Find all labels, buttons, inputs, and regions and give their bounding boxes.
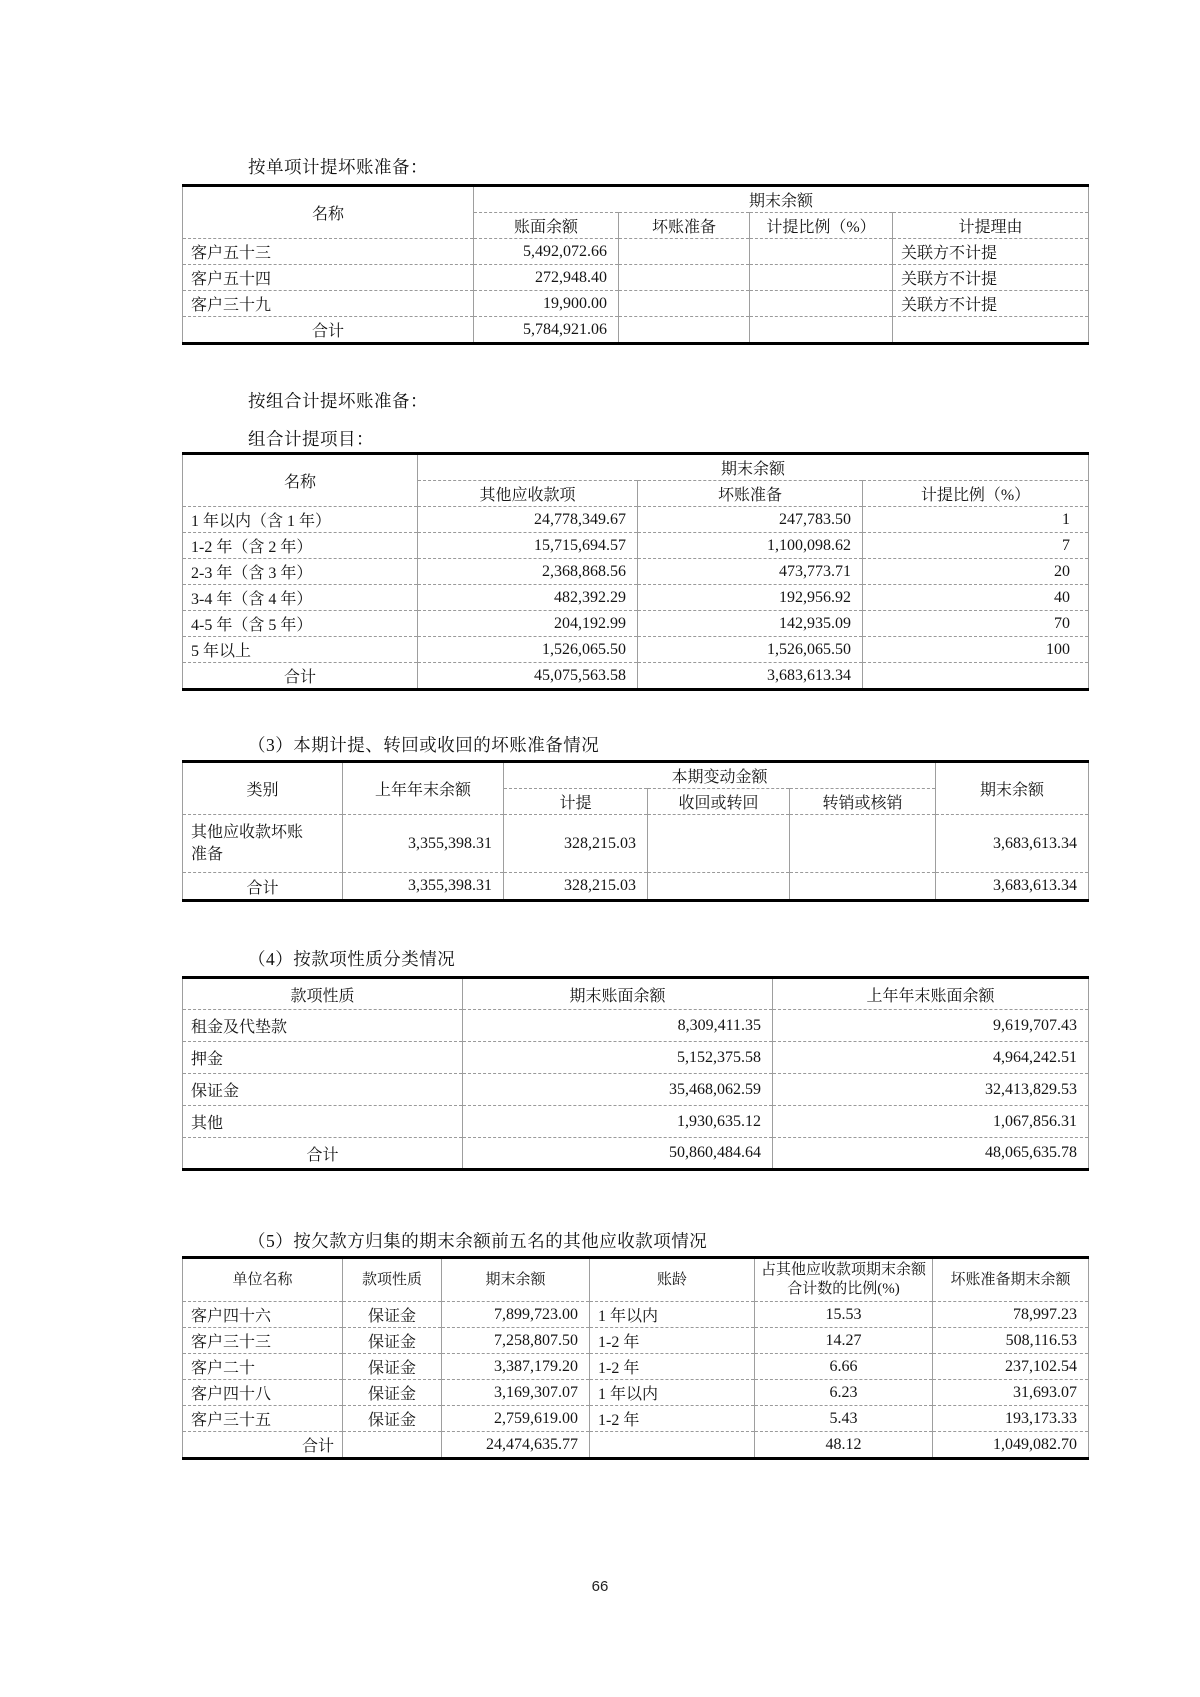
page-content bbox=[182, 0, 1088, 1697]
nature-cell: 保证金 bbox=[183, 1074, 463, 1106]
other-receivables-cell: 15,715,694.57 bbox=[418, 533, 638, 559]
bad-debt-provision-cell: 192,956.92 bbox=[638, 585, 863, 611]
total-provision-ratio-cell bbox=[863, 663, 1089, 690]
provision-ratio-cell: 7 bbox=[863, 533, 1089, 559]
provision-ratio-cell: 70 bbox=[863, 611, 1089, 637]
total-provision-ratio-cell bbox=[750, 317, 893, 344]
section-title-nature-classification: （4）按款项性质分类情况 bbox=[248, 949, 456, 969]
bad-debt-provision-cell: 1,100,098.62 bbox=[638, 533, 863, 559]
book-balance-cell: 272,948.40 bbox=[474, 265, 619, 291]
aging-cell: 1 年以内 bbox=[590, 1380, 755, 1406]
table-total-row bbox=[183, 317, 1089, 344]
other-receivables-cell: 204,192.99 bbox=[418, 611, 638, 637]
total-period-end-balance-cell: 50,860,484.64 bbox=[463, 1138, 773, 1170]
total-label-cell: 合计 bbox=[183, 663, 418, 690]
provision-ratio-cell bbox=[750, 239, 893, 265]
period-end-balance-cell: 3,683,613.34 bbox=[936, 815, 1089, 873]
header-current-period-change-group: 本期变动金额 bbox=[504, 762, 936, 789]
book-balance-cell: 5,492,072.66 bbox=[474, 239, 619, 265]
provision-reason-cell: 关联方不计提 bbox=[893, 265, 1089, 291]
payment-nature-cell: 保证金 bbox=[343, 1354, 442, 1380]
header-ratio-of-total: 占其他应收款项期末余额合计数的比例(%) bbox=[755, 1258, 933, 1302]
provision-ratio-cell bbox=[750, 265, 893, 291]
total-payment-nature-cell bbox=[343, 1432, 442, 1459]
aging-cell: 1-2 年 bbox=[590, 1328, 755, 1354]
table-row bbox=[183, 1106, 1089, 1138]
header-period-end-balance: 期末余额 bbox=[442, 1258, 590, 1302]
header-other-receivables: 其他应收款项 bbox=[418, 481, 638, 507]
total-provision-reason-cell bbox=[893, 317, 1089, 344]
prior-year-balance-cell: 32,413,829.53 bbox=[773, 1074, 1089, 1106]
period-end-balance-cell: 7,899,723.00 bbox=[442, 1302, 590, 1328]
table-row bbox=[183, 1406, 1089, 1432]
page-number: 66 bbox=[591, 1578, 609, 1595]
header-written-off: 转销或核销 bbox=[790, 789, 936, 815]
aging-band-cell: 2-3 年（含 3 年） bbox=[183, 559, 418, 585]
prior-year-balance-cell: 1,067,856.31 bbox=[773, 1106, 1089, 1138]
payment-nature-cell: 保证金 bbox=[343, 1328, 442, 1354]
table-portfolio-provision bbox=[182, 452, 1089, 691]
bad-debt-provision-cell: 473,773.71 bbox=[638, 559, 863, 585]
table-row bbox=[183, 1074, 1089, 1106]
provision-ratio-cell: 100 bbox=[863, 637, 1089, 663]
payment-nature-cell: 保证金 bbox=[343, 1302, 442, 1328]
provision-reason-cell: 关联方不计提 bbox=[893, 239, 1089, 265]
book-balance-cell: 19,900.00 bbox=[474, 291, 619, 317]
table-total-row bbox=[183, 873, 1089, 901]
ratio-cell: 6.66 bbox=[755, 1354, 933, 1380]
customer-name-cell: 客户五十三 bbox=[183, 239, 474, 265]
aging-band-cell: 1 年以内（含 1 年） bbox=[183, 507, 418, 533]
header-provision-ratio: 计提比例（%） bbox=[750, 213, 893, 239]
bad-debt-provision-cell bbox=[619, 239, 750, 265]
total-book-balance-cell: 5,784,921.06 bbox=[474, 317, 619, 344]
period-end-balance-cell: 3,169,307.07 bbox=[442, 1380, 590, 1406]
table-header-row bbox=[183, 762, 1089, 789]
recovered-or-reversed-cell bbox=[648, 815, 790, 873]
total-period-end-balance-cell: 3,683,613.34 bbox=[936, 873, 1089, 901]
total-other-receivables-cell: 45,075,563.58 bbox=[418, 663, 638, 690]
entity-name-cell: 客户四十六 bbox=[183, 1302, 343, 1328]
entity-name-cell: 客户二十 bbox=[183, 1354, 343, 1380]
prior-year-end-balance-cell: 3,355,398.31 bbox=[343, 815, 504, 873]
table-nature-classification bbox=[182, 976, 1089, 1171]
nature-cell: 租金及代垫款 bbox=[183, 1010, 463, 1042]
header-prior-year-end-balance: 上年年末余额 bbox=[343, 762, 504, 815]
table-total-row bbox=[183, 663, 1089, 690]
written-off-cell bbox=[790, 815, 936, 873]
total-aging-cell bbox=[590, 1432, 755, 1459]
total-written-off-cell bbox=[790, 873, 936, 901]
provision-made-cell: 328,215.03 bbox=[504, 815, 648, 873]
table-current-period-changes bbox=[182, 760, 1089, 902]
table-header-row bbox=[183, 454, 1089, 481]
table-individual-provision bbox=[182, 184, 1089, 345]
period-end-balance-cell: 8,309,411.35 bbox=[463, 1010, 773, 1042]
table-row bbox=[183, 1328, 1089, 1354]
header-bad-debt-provision-balance: 坏账准备期末余额 bbox=[933, 1258, 1089, 1302]
provision-balance-cell: 508,116.53 bbox=[933, 1328, 1089, 1354]
header-period-end-balance-group: 期末余额 bbox=[418, 454, 1089, 481]
header-payment-nature: 款项性质 bbox=[183, 978, 463, 1010]
header-bad-debt-provision: 坏账准备 bbox=[638, 481, 863, 507]
other-receivables-cell: 24,778,349.67 bbox=[418, 507, 638, 533]
provision-balance-cell: 31,693.07 bbox=[933, 1380, 1089, 1406]
table-row bbox=[183, 1380, 1089, 1406]
total-prior-year-end-balance-cell: 3,355,398.31 bbox=[343, 873, 504, 901]
entity-name-cell: 客户三十五 bbox=[183, 1406, 343, 1432]
bad-debt-provision-cell: 1,526,065.50 bbox=[638, 637, 863, 663]
table-row bbox=[183, 265, 1089, 291]
period-end-balance-cell: 2,759,619.00 bbox=[442, 1406, 590, 1432]
category-cell: 其他应收款坏账准备 bbox=[183, 815, 343, 873]
period-end-balance-cell: 35,468,062.59 bbox=[463, 1074, 773, 1106]
aging-cell: 1-2 年 bbox=[590, 1406, 755, 1432]
header-provision-made: 计提 bbox=[504, 789, 648, 815]
header-bad-debt-provision: 坏账准备 bbox=[619, 213, 750, 239]
ratio-cell: 6.23 bbox=[755, 1380, 933, 1406]
entity-name-cell: 客户三十三 bbox=[183, 1328, 343, 1354]
table-row bbox=[183, 507, 1089, 533]
other-receivables-cell: 2,368,868.56 bbox=[418, 559, 638, 585]
total-bad-debt-provision-cell bbox=[619, 317, 750, 344]
total-label-cell: 合计 bbox=[183, 1432, 343, 1459]
other-receivables-cell: 1,526,065.50 bbox=[418, 637, 638, 663]
total-provision-made-cell: 328,215.03 bbox=[504, 873, 648, 901]
aging-band-cell: 5 年以上 bbox=[183, 637, 418, 663]
header-payment-nature: 款项性质 bbox=[343, 1258, 442, 1302]
header-prior-year-end-book-balance: 上年年末账面余额 bbox=[773, 978, 1089, 1010]
aging-band-cell: 4-5 年（含 5 年） bbox=[183, 611, 418, 637]
table-row bbox=[183, 611, 1089, 637]
ratio-cell: 14.27 bbox=[755, 1328, 933, 1354]
entity-name-cell: 客户四十八 bbox=[183, 1380, 343, 1406]
provision-ratio-cell: 20 bbox=[863, 559, 1089, 585]
header-aging: 账龄 bbox=[590, 1258, 755, 1302]
prior-year-balance-cell: 4,964,242.51 bbox=[773, 1042, 1089, 1074]
provision-balance-cell: 237,102.54 bbox=[933, 1354, 1089, 1380]
payment-nature-cell: 保证金 bbox=[343, 1406, 442, 1432]
aging-band-cell: 3-4 年（含 4 年） bbox=[183, 585, 418, 611]
header-name: 名称 bbox=[183, 454, 418, 507]
table-row bbox=[183, 533, 1089, 559]
total-prior-year-balance-cell: 48,065,635.78 bbox=[773, 1138, 1089, 1170]
total-label-cell: 合计 bbox=[183, 1138, 463, 1170]
period-end-balance-cell: 7,258,807.50 bbox=[442, 1328, 590, 1354]
section-title-individual-provision: 按单项计提坏账准备： bbox=[248, 157, 428, 177]
bad-debt-provision-cell bbox=[619, 291, 750, 317]
header-category: 类别 bbox=[183, 762, 343, 815]
provision-reason-cell: 关联方不计提 bbox=[893, 291, 1089, 317]
table-header-row bbox=[183, 978, 1089, 1010]
table-total-row bbox=[183, 1138, 1089, 1170]
bad-debt-provision-cell bbox=[619, 265, 750, 291]
nature-cell: 押金 bbox=[183, 1042, 463, 1074]
total-ratio-cell: 48.12 bbox=[755, 1432, 933, 1459]
header-name: 名称 bbox=[183, 186, 474, 239]
table-row bbox=[183, 239, 1089, 265]
provision-balance-cell: 193,173.33 bbox=[933, 1406, 1089, 1432]
table-row bbox=[183, 1302, 1089, 1328]
total-provision-balance-cell: 1,049,082.70 bbox=[933, 1432, 1089, 1459]
header-recovered-or-reversed: 收回或转回 bbox=[648, 789, 790, 815]
table-top-five-debtors bbox=[182, 1256, 1089, 1460]
other-receivables-cell: 482,392.29 bbox=[418, 585, 638, 611]
provision-ratio-cell: 40 bbox=[863, 585, 1089, 611]
header-period-end-balance-group: 期末余额 bbox=[474, 186, 1089, 213]
table-row bbox=[183, 559, 1089, 585]
nature-cell: 其他 bbox=[183, 1106, 463, 1138]
table-header-row bbox=[183, 1258, 1089, 1302]
header-entity-name: 单位名称 bbox=[183, 1258, 343, 1302]
table-total-row bbox=[183, 1432, 1089, 1459]
aging-band-cell: 1-2 年（含 2 年） bbox=[183, 533, 418, 559]
table-row bbox=[183, 1354, 1089, 1380]
section-title-portfolio-items: 组合计提项目： bbox=[248, 429, 374, 449]
provision-ratio-cell bbox=[750, 291, 893, 317]
header-provision-ratio: 计提比例（%） bbox=[863, 481, 1089, 507]
payment-nature-cell: 保证金 bbox=[343, 1380, 442, 1406]
header-provision-reason: 计提理由 bbox=[893, 213, 1089, 239]
header-period-end-balance: 期末余额 bbox=[936, 762, 1089, 815]
customer-name-cell: 客户五十四 bbox=[183, 265, 474, 291]
aging-cell: 1 年以内 bbox=[590, 1302, 755, 1328]
period-end-balance-cell: 1,930,635.12 bbox=[463, 1106, 773, 1138]
total-period-end-balance-cell: 24,474,635.77 bbox=[442, 1432, 590, 1459]
section-title-portfolio-provision: 按组合计提坏账准备： bbox=[248, 391, 428, 411]
provision-ratio-cell: 1 bbox=[863, 507, 1089, 533]
prior-year-balance-cell: 9,619,707.43 bbox=[773, 1010, 1089, 1042]
table-row bbox=[183, 291, 1089, 317]
table-row bbox=[183, 585, 1089, 611]
total-label-cell: 合计 bbox=[183, 317, 474, 344]
bad-debt-provision-cell: 247,783.50 bbox=[638, 507, 863, 533]
period-end-balance-cell: 3,387,179.20 bbox=[442, 1354, 590, 1380]
period-end-balance-cell: 5,152,375.58 bbox=[463, 1042, 773, 1074]
table-row bbox=[183, 1042, 1089, 1074]
bad-debt-provision-cell: 142,935.09 bbox=[638, 611, 863, 637]
header-period-end-book-balance: 期末账面余额 bbox=[463, 978, 773, 1010]
ratio-cell: 5.43 bbox=[755, 1406, 933, 1432]
table-row bbox=[183, 815, 1089, 873]
provision-balance-cell: 78,997.23 bbox=[933, 1302, 1089, 1328]
table-header-row bbox=[183, 186, 1089, 213]
table-row bbox=[183, 1010, 1089, 1042]
section-title-top-five-debtors: （5）按欠款方归集的期末余额前五名的其他应收款项情况 bbox=[248, 1231, 708, 1251]
customer-name-cell: 客户三十九 bbox=[183, 291, 474, 317]
section-title-current-period-changes: （3）本期计提、转回或收回的坏账准备情况 bbox=[248, 735, 600, 755]
ratio-cell: 15.53 bbox=[755, 1302, 933, 1328]
total-recovered-or-reversed-cell bbox=[648, 873, 790, 901]
header-book-balance: 账面余额 bbox=[474, 213, 619, 239]
total-bad-debt-provision-cell: 3,683,613.34 bbox=[638, 663, 863, 690]
table-row bbox=[183, 637, 1089, 663]
total-label-cell: 合计 bbox=[183, 873, 343, 901]
aging-cell: 1-2 年 bbox=[590, 1354, 755, 1380]
